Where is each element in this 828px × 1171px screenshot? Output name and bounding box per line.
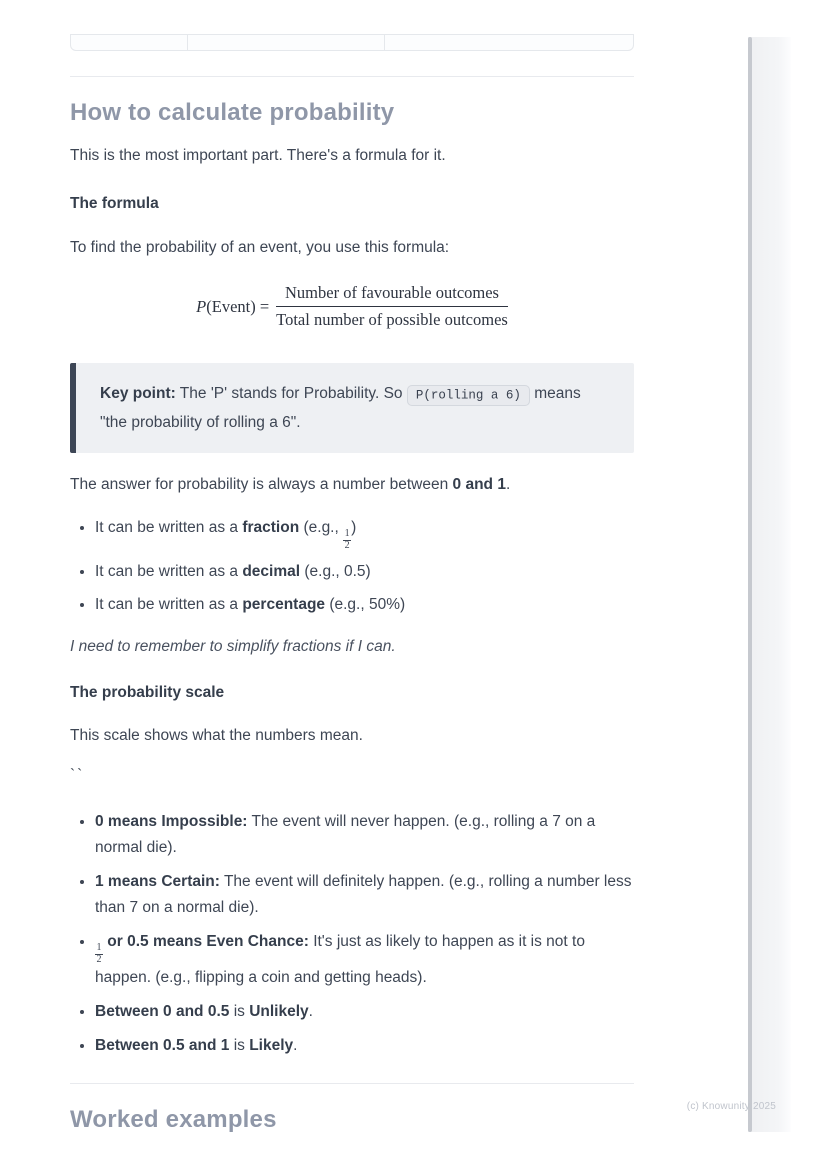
key-point-callout (70, 363, 634, 453)
list-item: • It can be written as a percentage (e.g., 50%) (95, 592, 634, 618)
scale-list (70, 809, 634, 1060)
table-bottom-fragment (70, 34, 634, 51)
table-cell (71, 35, 188, 50)
list-item: • 0 means Impossible: The event will never happen. (e.g., rolling a 7 on a normal die). (95, 809, 634, 861)
table-cell (385, 35, 633, 50)
section-divider (70, 76, 634, 77)
fraction-one-half: • $\frac{1}{2}$ (96, 941, 102, 965)
formula-fraction: $\frac{\text{Number of favourable outcomes}}{\text{Total number of possible outcomes}}$ (276, 283, 508, 329)
formula-intro: To find the probability of an event, you use this formula: (70, 239, 450, 256)
inline-code: P(rolling a 6) (407, 385, 530, 406)
list-item: • It can be written as a decimal (e.g., 0.5) (95, 559, 634, 585)
fraction-one-half: $\frac{1}{2}$ (344, 528, 350, 551)
scale-label: The probability scale (70, 683, 225, 701)
formula-label: The formula (70, 195, 159, 212)
table-cell (188, 35, 385, 50)
formula-lhs: P(Event) = (196, 296, 270, 316)
scrollbar-thumb[interactable] (748, 37, 752, 1132)
forms-list (70, 515, 634, 618)
heading-how-to-calculate: How to calculate probability (70, 99, 395, 126)
list-item: • $\frac{1}{2}$ or 0.5 means Even Chance: It's just as likely to happen as it is not to happen. (e.g., flipping a coin and getting heads). (95, 929, 634, 992)
scale-intro: This scale shows what the numbers mean. (70, 726, 363, 744)
document-content (70, 0, 634, 1134)
list-item: • Between 0 and 0.5 is Unlikely. (95, 999, 634, 1025)
list-item: • Between 0.5 and 1 is Likely. (95, 1033, 634, 1059)
answer-paragraph: The answer for probability is always a number between 0 and 1. (70, 476, 511, 493)
watermark: (c) Knowunity 2025 (686, 1101, 776, 1112)
key-point-text: Key point: The 'P' stands for Probability. So P(rolling a 6) means "the probability of rolling a 6". (100, 385, 581, 431)
section-divider (70, 1083, 634, 1084)
heading-worked-examples: Worked examples (70, 1106, 277, 1133)
reminder-note: I need to remember to simplify fractions if I can. (70, 637, 396, 655)
stray-backticks: `` (70, 766, 85, 784)
list-item: • It can be written as a fraction (e.g., $\frac{1}{2}$ ) (95, 515, 634, 552)
list-item: • 1 means Certain: The event will definitely happen. (e.g., rolling a number less than 7 on a normal die). (95, 869, 634, 921)
intro-paragraph: This is the most important part. There's a formula for it. (70, 147, 446, 164)
scrollbar-track[interactable] (748, 37, 791, 1132)
probability-formula (70, 283, 634, 330)
